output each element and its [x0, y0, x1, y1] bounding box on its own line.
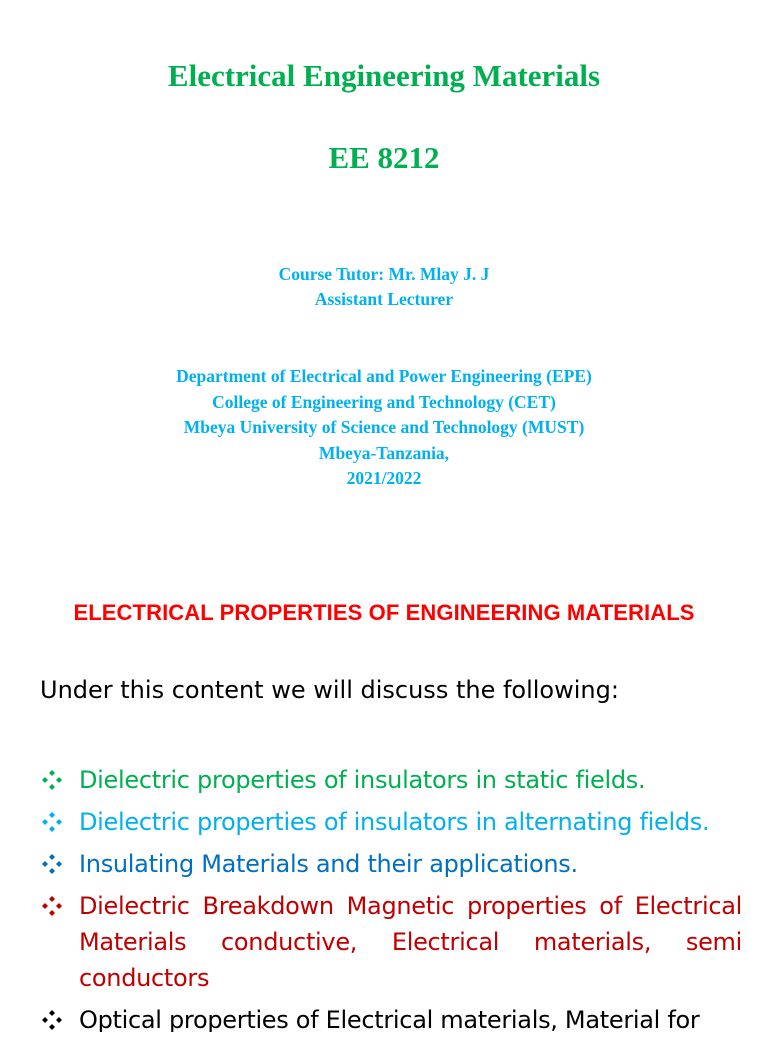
- diamond-bullet-icon: [40, 852, 64, 876]
- university-line: Mbeya University of Science and Technology (MUST): [183, 417, 585, 437]
- list-item-text: Dielectric properties of insulators in alternating fields.: [79, 808, 710, 836]
- diamond-bullet-icon: [40, 810, 64, 834]
- tutor-role: Assistant Lecturer: [314, 289, 454, 309]
- college-line: College of Engineering and Technology (CET): [212, 391, 556, 412]
- academic-year-line: 2021/2022: [346, 468, 422, 488]
- list-item: [40, 888, 742, 996]
- list-item-text: Insulating Materials and their applications.: [79, 850, 578, 878]
- list-item: [40, 846, 742, 882]
- bullet-list: [40, 762, 742, 1038]
- diamond-bullet-icon: [40, 1008, 64, 1032]
- diamond-bullet-icon: [40, 768, 64, 792]
- list-item-text: Optical properties of Electrical materials, Material for: [79, 1006, 700, 1032]
- list-item: [40, 762, 742, 798]
- list-item-text: Dielectric properties of insulators in static fields.: [79, 766, 646, 794]
- section-heading: ELECTRICAL PROPERTIES OF ENGINEERING MATERIALS: [73, 600, 695, 625]
- affiliation-block: [0, 364, 768, 492]
- location-line: Mbeya-Tanzania,: [318, 442, 450, 463]
- content-slide: [0, 576, 768, 1032]
- course-code: EE 8212: [328, 140, 440, 175]
- slide-title: Electrical Engineering Materials: [167, 58, 601, 93]
- list-item: [40, 804, 742, 840]
- department-line: Department of Electrical and Power Engineering (EPE): [176, 366, 592, 386]
- tutor-name: Course Tutor: Mr. Mlay J. J: [278, 264, 490, 284]
- list-item-text: Dielectric Breakdown Magnetic properties of Electrical Materials conductive, Electrical materials, semi conductors: [79, 892, 742, 992]
- list-item: [40, 1002, 742, 1032]
- diamond-bullet-icon: [40, 894, 64, 918]
- tutor-block: [0, 262, 768, 312]
- intro-text: Under this content we will discuss the following:: [40, 676, 619, 704]
